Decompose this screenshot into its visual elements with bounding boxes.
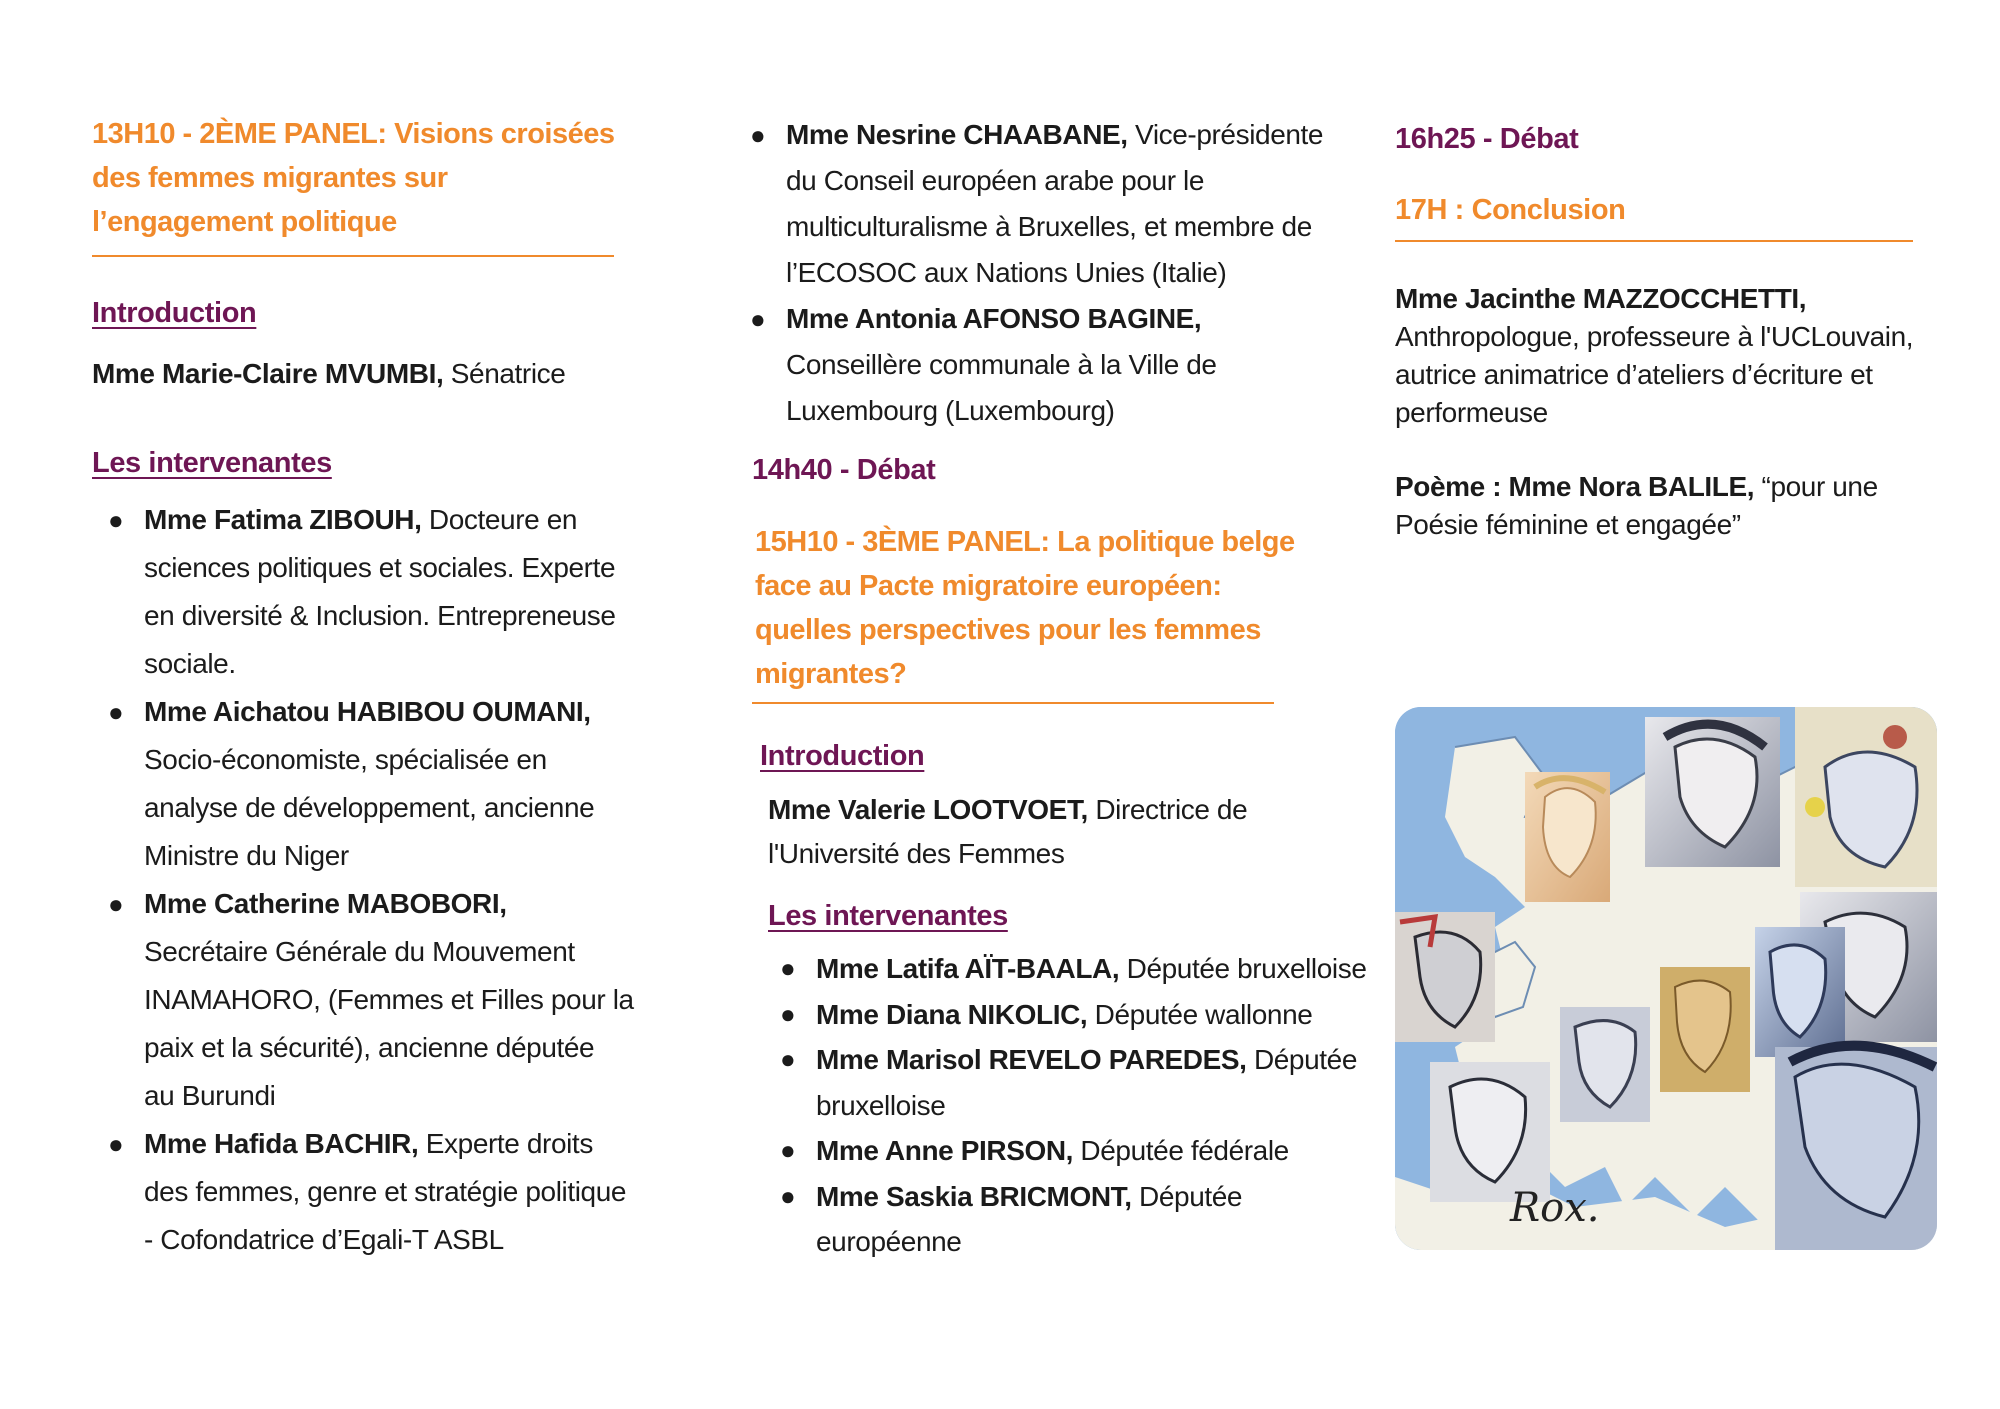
speaker-role: Députée wallonne — [1087, 998, 1313, 1030]
conclusion-speaker-role: autrice animatrice d’ateliers d’écriture et — [1395, 359, 1873, 390]
bullet-icon: ● — [780, 1044, 796, 1074]
bullet-icon: ● — [108, 889, 124, 919]
debate-1-label: 14h40 - Débat — [752, 454, 936, 486]
speaker-role: Socio-économiste, spécialisée en — [144, 744, 547, 775]
panel-3-title-line-2: face au Pacte migratoire européen: — [755, 570, 1222, 602]
panel-2-speaker-list-continued — [750, 112, 1366, 434]
conclusion-heading: 17H : Conclusion — [1395, 194, 1626, 226]
bullet-icon: ● — [750, 304, 766, 334]
panel-3-title-line-1: 15H10 - 3ÈME PANEL: La politique belge — [755, 526, 1295, 558]
bullet-icon: ● — [108, 505, 124, 535]
speaker-role: Vice-présidente — [1127, 119, 1324, 150]
list-item — [780, 1037, 1376, 1128]
panel-2-title-line-1: 13H10 - 2ÈME PANEL: Visions croisées — [92, 118, 615, 150]
speaker-name: Mme Latifa AÏT-BAALA, — [816, 953, 1120, 984]
conclusion-speaker-role: Anthropologue, professeure à l'UCLouvain, — [1395, 321, 1914, 352]
bullet-icon: ● — [780, 1135, 796, 1165]
speaker-name: Mme Antonia AFONSO BAGINE, — [786, 303, 1202, 334]
intro-speaker-role: Sénatrice — [443, 358, 566, 389]
bullet-icon: ● — [780, 998, 796, 1029]
speaker-role: INAMAHORO, (Femmes et Filles pour la — [144, 984, 634, 1015]
speaker-name: Mme Anne PIRSON, — [816, 1135, 1074, 1166]
panel-2-speaker-list — [108, 496, 644, 1264]
panel-3-title — [755, 520, 1355, 696]
panel-3-speakers-heading: Les intervenantes — [768, 900, 1008, 932]
speaker-name: Mme Saskia BRICMONT, — [816, 1180, 1132, 1212]
panel-3-intro-speaker — [768, 788, 1328, 876]
bullet-icon: ● — [750, 120, 766, 150]
intro-speaker-name: Mme Marie-Claire MVUMBI, — [92, 358, 444, 389]
speaker-role: analyse de développement, ancienne — [144, 792, 595, 823]
speaker-role: bruxelloise — [816, 1089, 946, 1121]
speaker-role: l’ECOSOC aux Nations Unies (Italie) — [786, 257, 1227, 288]
speaker-role: Députée fédérale — [1073, 1135, 1289, 1166]
speaker-role: Députée — [1246, 1044, 1358, 1075]
panel-2-divider — [92, 255, 614, 257]
speaker-role: Conseillère communale à la Ville de — [786, 349, 1217, 380]
list-item — [108, 496, 644, 688]
collage-artwork-icon — [1395, 707, 1937, 1250]
conclusion-speaker-role: performeuse — [1395, 397, 1548, 428]
speaker-role: - Cofondatrice d’Egali-T ASBL — [144, 1224, 504, 1255]
panel-3-speaker-list — [780, 946, 1376, 1265]
bullet-icon: ● — [108, 697, 124, 727]
panel-2-title-line-2: des femmes migrantes sur — [92, 162, 448, 194]
panel-2-intro-speaker — [92, 352, 565, 396]
europe-portrait-collage-image — [1395, 707, 1937, 1250]
artist-signature: Rox. — [1510, 1185, 1600, 1231]
list-item — [780, 992, 1376, 1038]
speaker-role: multiculturalisme à Bruxelles, et membre de — [786, 211, 1312, 242]
list-item — [750, 296, 1366, 434]
panel-3-title-line-3: quelles perspectives pour les femmes — [755, 614, 1261, 646]
panel-2-intro-heading: Introduction — [92, 297, 257, 329]
intro-speaker-role: l'Université des Femmes — [768, 838, 1065, 869]
conclusion-divider — [1395, 240, 1913, 242]
list-item — [108, 688, 644, 880]
speaker-name: Mme Catherine MABOBORI, — [144, 888, 507, 919]
speaker-name: Mme Hafida BACHIR, — [144, 1128, 419, 1159]
debate-2-label: 16h25 - Débat — [1395, 123, 1579, 155]
bullet-icon: ● — [780, 953, 796, 983]
bullet-icon: ● — [780, 1180, 796, 1211]
speaker-role: Secrétaire Générale du Mouvement — [144, 936, 575, 967]
speaker-role: en diversité & Inclusion. Entrepreneuse — [144, 600, 616, 631]
speaker-role: paix et la sécurité), ancienne députée — [144, 1032, 595, 1063]
intro-speaker-name: Mme Valerie LOOTVOET, — [768, 794, 1088, 825]
list-item — [108, 880, 644, 1120]
poem-title: “pour une — [1754, 471, 1878, 502]
speaker-name: Mme Nesrine CHAABANE, — [786, 119, 1128, 150]
list-item — [780, 1128, 1376, 1174]
speaker-role: au Burundi — [144, 1080, 276, 1111]
speaker-role: sciences politiques et sociales. Experte — [144, 552, 616, 583]
speaker-name: Mme Marisol REVELO PAREDES, — [816, 1044, 1247, 1075]
panel-2-title-line-3: l’engagement politique — [92, 206, 397, 238]
speaker-name: Mme Fatima ZIBOUH, — [144, 504, 422, 535]
speaker-role: Députée — [1131, 1180, 1243, 1212]
panel-3-divider — [752, 702, 1274, 704]
speaker-role: sociale. — [144, 648, 236, 679]
poem-title: Poésie féminine et engagée” — [1395, 509, 1741, 540]
speaker-role: Experte droits — [418, 1128, 593, 1159]
speaker-name: Mme Diana NIKOLIC, — [816, 998, 1088, 1030]
speaker-role: Luxembourg (Luxembourg) — [786, 395, 1115, 426]
panel-3-intro-heading: Introduction — [760, 740, 925, 772]
speaker-role: des femmes, genre et stratégie politique — [144, 1176, 627, 1207]
speaker-role: Députée bruxelloise — [1119, 953, 1367, 984]
speaker-role: Ministre du Niger — [144, 840, 349, 871]
list-item — [108, 1120, 644, 1264]
panel-2-title — [92, 112, 632, 244]
intro-speaker-role: Directrice de — [1087, 794, 1248, 825]
list-item — [780, 1174, 1376, 1265]
speaker-role: du Conseil européen arabe pour le — [786, 165, 1204, 196]
list-item — [750, 112, 1366, 296]
panel-3-title-line-4: migrantes? — [755, 658, 907, 690]
poem-author: Poème : Mme Nora BALILE, — [1395, 471, 1755, 502]
bullet-icon: ● — [108, 1129, 124, 1159]
conclusion-speaker — [1395, 280, 1955, 432]
list-item — [780, 946, 1376, 992]
speaker-role: européenne — [816, 1226, 962, 1257]
conclusion-speaker-name: Mme Jacinthe MAZZOCCHETTI, — [1395, 283, 1807, 314]
speaker-name: Mme Aichatou HABIBOU OUMANI, — [144, 696, 591, 727]
poem-block — [1395, 468, 1955, 544]
speaker-role: Docteure en — [421, 504, 578, 535]
panel-2-speakers-heading: Les intervenantes — [92, 447, 332, 479]
